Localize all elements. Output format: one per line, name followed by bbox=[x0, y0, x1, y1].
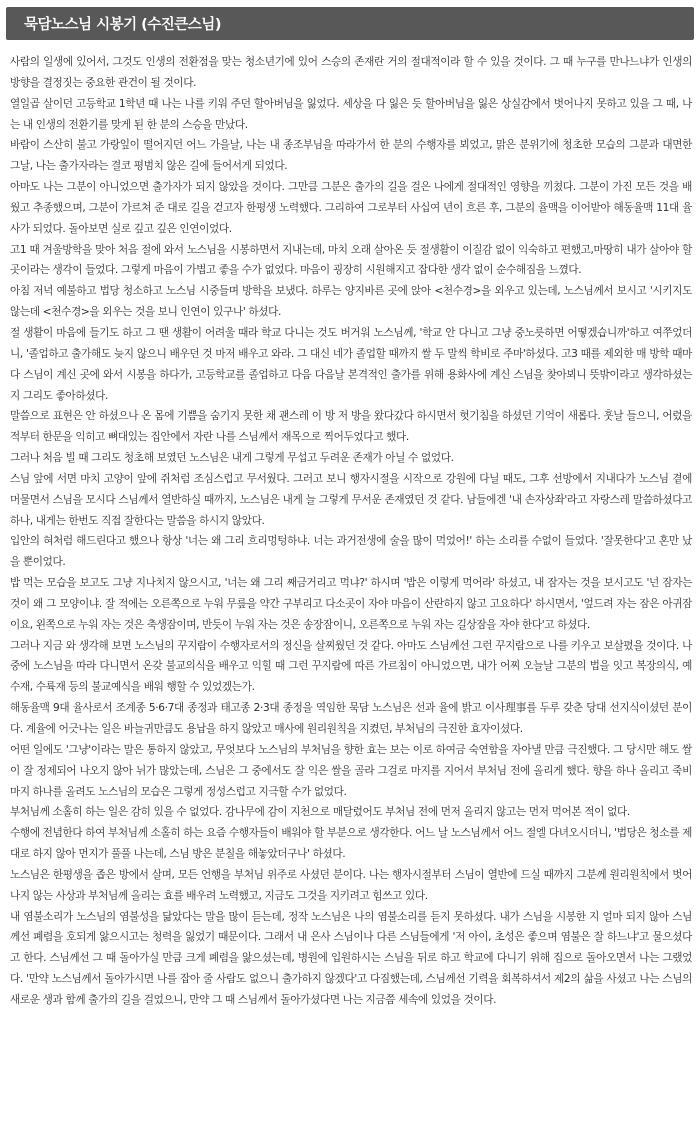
paragraph: 입안의 혀처럼 해드린다고 했으나 항상 '너는 왜 그리 흐리멍텅하냐. 너는 과거전생에 술을 많이 먹었어!' 하는 소리를 수없이 들었다. '잘못한다'고 혼만 났을 뿐이었다. bbox=[10, 535, 692, 569]
paragraph: 스님 앞에 서면 마치 고양이 앞에 쥐처럼 조심스럽고 무서웠다. 그러고 보니 행자시절을 시작으로 강원에 다닐 때도, 그후 선방에서 지내다가 노스님 곁에 머물면서 스님을 모시다 스님께서 열반하실 때까지, 노스님은 내게 늘 그렇게 무서운 존재였던 것 같다. 남들에겐 '내 손자상좌'라고 자랑스레 말씀하셨다고 하나, 내게는 한번도 직접 잘한다는 말씀을 하시지 않았다. bbox=[10, 472, 692, 527]
paragraph: 절 생활이 마음에 들기도 하고 그 땐 생활이 어려울 때라 학교 다니는 것도 버거워 노스님께, '학교 안 다니고 그냥 중노릇하면 어떻겠습니까'하고 여쭈었더니, '졸업하고 출가해도 늦지 않으니 배우던 것 마저 배우고 와라. 그 대신 네가 졸업할 때까지 쌀 두 말씩 학비로 주마'하셨다. 고3 때를 제외한 매 방학 때마다 스님이 계신 곳에 와서 시봉을 하다가, 고등학교를 졸업하고 다음 다음날 본격적인 출가를 위해 용화사에 계신 스님을 찾아뵈니 뜻밖이라고 생각하셨는지 그리도 좋아하셨다. bbox=[10, 326, 692, 402]
paragraph: 아침 저녁 예불하고 법당 청소하고 노스님 시중들며 방학을 보냈다. 하루는 양지바른 곳에 앉아 <천수경>을 외우고 있는데, 노스님께서 보시고 '시키지도 않는데 <천수경>을 외우는 것을 보니 인연이 있구나' 하셨다. bbox=[10, 285, 692, 319]
title-bar bbox=[6, 7, 694, 40]
page-title: 묵담노스님 시봉기 (수진큰스님) bbox=[24, 17, 221, 33]
paragraph: 고1 때 겨울방학을 맞아 처음 절에 와서 노스님을 시봉하면서 지내는데, 마치 오래 살아온 듯 절생활이 이질감 없이 익숙하고 편했고,마땅히 내가 살아야 할 곳이라는 생각이 들었다. 그렇게 마음이 가볍고 좋을 수가 없었다. 마음이 굉장히 시원해지고 잡다한 생각 없이 순수해짐을 느꼈다. bbox=[10, 243, 692, 277]
paragraph: 말씀으로 표현은 안 하셨으나 온 몸에 기쁨을 숨기지 못한 채 괜스레 이 방 저 방을 왔다갔다 하시면서 헛기침을 하셨던 기억이 새롭다. 훗날 들으니, 어렸을 적부터 한문을 익히고 뼈대있는 집안에서 자란 나를 스님께서 재목으로 찍어두었다고 했다. bbox=[10, 410, 692, 444]
paragraph: 사람의 일생에 있어서, 그것도 인생의 전환점을 맞는 청소년기에 있어 스승의 존재란 거의 절대적이라 할 수 있을 것이다. 그 때 누구를 만나느냐가 인생의 방향을 결정짓는 중요한 관건이 될 것이다. bbox=[10, 56, 692, 89]
paragraph: 그러나 지금 와 생각해 보면 노스님의 꾸지람이 수행자로서의 정신을 살찌웠던 것 같다. 아마도 스님께선 그런 꾸지람으로 나를 키우고 보살폈을 것이다. 나중에 노스님을 따라 다니면서 온갖 불교의식을 배우고 익힐 때 그런 꾸지람에 따른 가르침이 아니었으면, 내가 어찌 오늘날 그분의 법을 잇고 복장의식, 예수재, 수륙재 등의 불교예식을 배워 행할 수 있었겠는가. bbox=[10, 639, 692, 694]
paragraph: 그러나 처음 빌 때 그리도 청초해 보였던 노스님은 내게 그렇게 무섭고 두려운 존재가 아닐 수 없었다. bbox=[10, 452, 454, 465]
page bbox=[0, 7, 700, 1141]
paragraph: 어떤 일에도 '그냥'이라는 말은 통하지 않았고, 무엇보다 노스님의 부처님을 향한 효는 보는 이로 하여금 숙연함을 자아낼 만큼 극진했다. 그 당시만 해도 쌀이 잘 정제되어 나오지 않아 뉘가 많았는데, 스님은 그 중에서도 잘 익은 쌀을 골라 그걸로 마지를 지어서 부처님 전에 올리게 했다. 향을 하나 올리고 죽비 마지 하나를 올려도 노스님의 모습은 그렇게 정성스럽고 지극할 수가 없었다. bbox=[10, 743, 692, 798]
paragraph: 노스님은 한평생을 좁은 방에서 살며, 모든 언행을 부처님 위주로 사셨던 분이다. 나는 행자시절부터 스님이 열반에 드실 때까지 그분께 원리원칙에서 벗어나지 않는 사상과 부처님께 올리는 효를 배우려 노력했고, 지금도 그것을 지키려고 힘쓰고 있다. bbox=[10, 868, 692, 902]
paragraph: 열일곱 살이던 고등학교 1학년 때 나는 나를 키워 주던 할아버님을 잃었다. 세상을 다 잃은 듯 할아버님을 잃은 상실감에서 벗어나지 못하고 있을 그 때, 나는 내 인생의 전환기를 맞게 된 한 분의 스승을 만났다. bbox=[10, 97, 692, 131]
paragraph: 아마도 나는 그분이 아니었으면 출가자가 되지 않았을 것이다. 그만큼 그분은 출가의 길을 걸은 나에게 절대적인 영향을 끼쳤다. 그분이 가진 모든 것을 배웠고 추종했으며, 그분이 가르쳐 준 대로 길을 걷고자 한평생 노력했다. 그리하여 그로부터 사십여 년이 흐른 후, 그분의 율맥을 이어받아 해동율맥 11대 율사가 되었다. 돌아보면 실로 깊고 깊은 인연이었다. bbox=[10, 181, 692, 235]
article-body bbox=[10, 52, 692, 1011]
paragraph: 수행에 전념한다 하여 부처님께 소홀히 하는 요즘 수행자들이 배워야 할 부분으로 생각한다. 어느 날 노스님께서 어느 절엘 다녀오시더니, '법당은 청소를 제대로 하지 않아 먼지가 풀풀 나는데, 스님 방은 분칠을 해놓았더구나' 하셨다. bbox=[10, 827, 692, 861]
paragraph: 내 염불소리가 노스님의 염불성을 닮았다는 말을 많이 듣는데, 정작 노스님은 나의 염불소리를 듣지 못하셨다. 내가 스님을 시봉한 지 얼마 되지 않아 스님께선 폐렴을 호되게 앓으시고는 청력을 잃었기 때문이다. 그래서 내 은사 스님이나 다른 스님들에게 '저 아이, 초성은 좋으며 염불은 잘 하느냐'고 물으셨다고 한다. 스님께선 그 때 돌아가실 만큼 크게 폐렴을 앓으셨는데, 병원에 입원하시는 스님을 뒤로 하고 학교에 다니기 위해 집으로 돌아오면서 나는 그랬었다. '만약 노스님께서 돌아가시면 나를 잡아 줄 사람도 없으니 출가하지 않겠다'고 다짐했는데, 스님께선 기력을 회복하셔서 제2의 삶을 사셨고 나는 스님의 새로운 생과 함께 출가의 길을 걸었으니, 만약 그 때 스님께서 돌아가셨다면 나는 지금쯤 세속에 있었을 것이다. bbox=[10, 910, 692, 1006]
paragraph: 밥 먹는 모습을 보고도 그냥 지나치지 않으시고, '너는 왜 그리 째금거리고 먹냐?' 하시며 '밥은 이렇게 먹어라' 하셨고, 내 잠자는 것을 보시고도 '넌 잠자는 것이 왜 그 모양이냐. 잘 적에는 오른쪽으로 누워 무릎을 약간 구부리고 다소곳이 자야 마음이 산란하지 않고 고요하다' 하시면서, '엎드려 자는 잠은 아귀잠이요, 왼쪽으로 누워 자는 것은 축생잠이며, 반듯이 누워 자는 것은 송장잠이니, 오른쪽으로 누워 자는 길상잠을 자야 한다'고 하셨다. bbox=[10, 577, 692, 631]
paragraph: 바람이 스산히 불고 가랑잎이 떨어지던 어느 가을날, 나는 내 종조부님을 따라가서 한 분의 수행자를 뵈었고, 맑은 분위기에 청초한 모습의 그분과 대면한 그날, 나는 출가자라는 결코 평범치 않은 길에 들어서게 되었다. bbox=[10, 139, 692, 173]
paragraph: 부처님께 소홀히 하는 일은 감히 있을 수 없었다. 감나무에 감이 지천으로 매달렸어도 부처님 전에 먼저 올리지 않고는 먼저 먹어본 적이 없다. bbox=[10, 806, 630, 819]
paragraph: 해동율맥 9대 율사로서 조계종 5·6·7대 종정과 태고종 2·3대 종정을 역임한 묵담 노스님은 선과 율에 밝고 이사理事를 두루 갖춘 당대 선지식이셨던 분이다. 계율에 어긋나는 일은 바늘귀만큼도 용납을 하지 않았고 매사에 원리원칙을 지켰던, 부처님의 극진한 효자이셨다. bbox=[10, 702, 692, 735]
